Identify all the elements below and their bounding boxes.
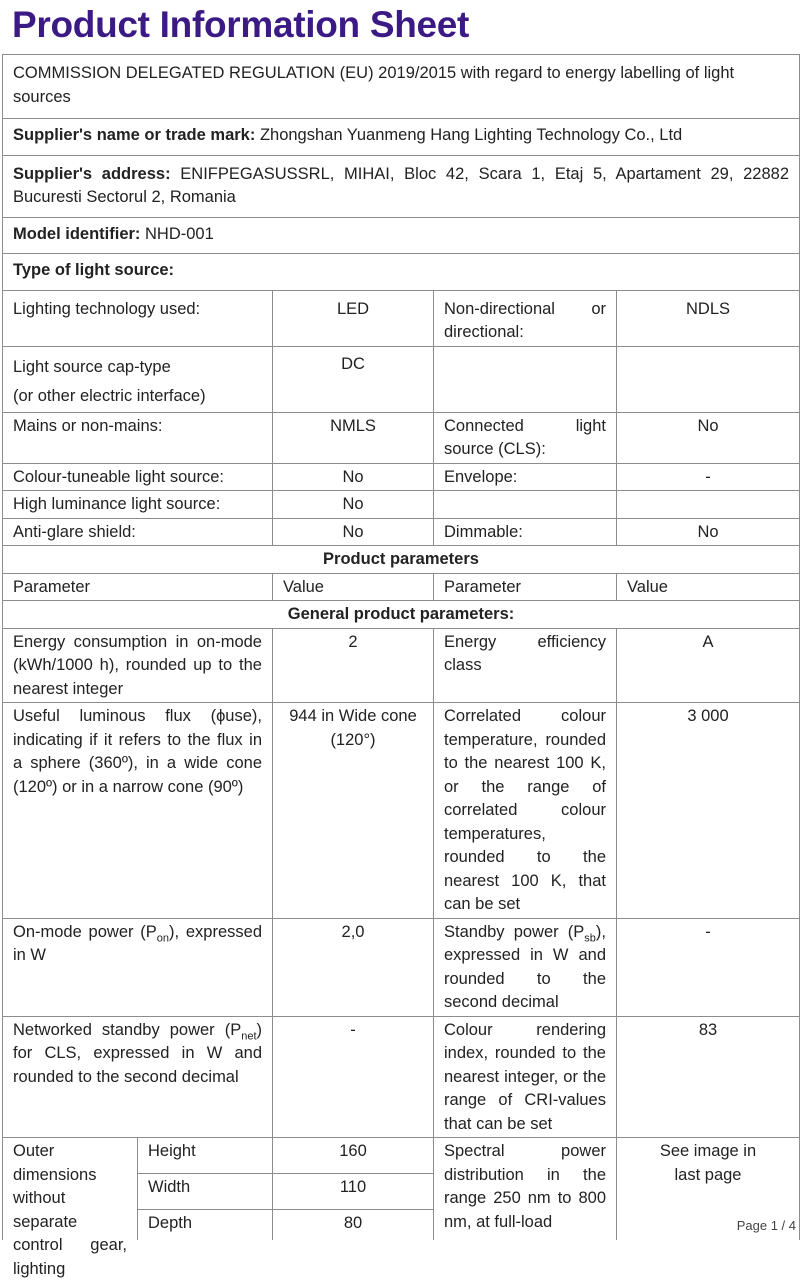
tech-value: LED [273,290,434,346]
params-header-value-1: Value [273,573,434,601]
model-row [3,217,800,254]
energy-value: 2 [273,628,434,703]
model-value: NHD-001 [145,224,214,243]
on-mode-power-value: 2,0 [273,918,434,1016]
model-label: Model identifier: [13,224,141,243]
flux-value: 944 in Wide cone (120°) [273,703,434,919]
supplier-address-value: ENIFPEGASUSSRL, MIHAI, Bloc 42, Scara 1, Etaj 5, Apartament 29, 22882 Bucuresti Sectorul 2, Romania [13,164,789,206]
type-row-mains [3,412,800,463]
cls-label: Connected light source (CLS): [434,412,617,463]
params-heading-row [3,546,800,574]
general-heading-row [3,601,800,629]
type-heading-row [3,254,800,291]
networked-standby-label: Networked standby power $(P_{net})$ for CLS, expressed in W and rounded to the second decimal [3,1016,273,1138]
on-mode-power-row [3,918,800,1016]
mains-value: NMLS [273,412,434,463]
dimensions-label: Outer dimensions without separate control gear, lighting [3,1138,138,1241]
depth-label: Depth [138,1210,273,1241]
flux-row [3,703,800,919]
width-label: Width [138,1174,273,1210]
cap-label-2: (or other electric interface) [13,386,206,405]
efficiency-class-label: Energy efficiency class [434,628,617,703]
luminance-label: High luminance light source: [3,491,273,519]
envelope-label: Envelope: [434,463,617,491]
regulation-row [3,55,800,119]
depth-value: 80 [273,1210,434,1241]
standby-power-value: - [617,918,800,1016]
tuneable-value: No [273,463,434,491]
type-row-glare [3,518,800,546]
type-row-luminance [3,491,800,519]
cct-label: Correlated colour temperature, rounded to the nearest 100 K, or the range of correlated colour temperatures, rounded to the nearest 100 K, that can be set [434,703,617,919]
type-row-cap [3,346,800,412]
standby-power-label: Standby power $(P_{sb})$, expressed in W and rounded to the second decimal [434,918,617,1016]
tuneable-label: Colour-tuneable light source: [3,463,273,491]
supplier-address-label: Supplier's address: [13,164,171,183]
page-number: Page 1 / 4 [736,1218,796,1233]
energy-label: Energy consumption in on-mode (kWh/1000 h), rounded up to the nearest integer [3,628,273,703]
directional-value: NDLS [617,290,800,346]
regulation-text: COMMISSION DELEGATED REGULATION (EU) 2019/2015 with regard to energy labelling of light sources [3,55,800,119]
on-mode-power-label: On-mode power $(P_{on})$, expressed in W [3,918,273,1016]
energy-row [3,628,800,703]
cap-label: Light source cap-type [13,357,171,376]
params-header-row [3,573,800,601]
tech-label: Lighting technology used: [3,290,273,346]
height-value: 160 [273,1138,434,1174]
networked-standby-value: - [273,1016,434,1138]
page-title: Product Information Sheet [12,4,470,45]
dimmable-label: Dimmable: [434,518,617,546]
cri-value: 83 [617,1016,800,1138]
dimmable-value: No [617,518,800,546]
type-row-technology [3,290,800,346]
width-value: 110 [273,1174,434,1210]
general-heading: General product parameters: [3,601,800,629]
supplier-name-value: Zhongshan Yuanmeng Hang Lighting Technology Co., Ltd [259,126,683,144]
cap-value: DC [273,346,434,412]
supplier-address-row [3,155,800,217]
cri-label: Colour rendering index, rounded to the nearest integer, or the range of CRI-values that can be set [434,1016,617,1138]
spd-value: See image in last page [617,1138,800,1241]
params-header-value-2: Value [617,573,800,601]
mains-label: Mains or non-mains: [3,412,273,463]
height-label: Height [138,1138,273,1174]
networked-standby-row [3,1016,800,1138]
glare-value: No [273,518,434,546]
spd-label: Spectral power distribution in the range 250 nm to 800 nm, at full-load [434,1138,617,1241]
cls-value: No [617,412,800,463]
supplier-name-row [3,119,800,156]
glare-label: Anti-glare shield: [3,518,273,546]
flux-label: Useful luminous flux (ϕuse), indicating if it refers to the flux in a sphere (360º), in a wide cone (120º) or in a narrow cone (90º) [3,703,273,919]
type-row-tuneable [3,463,800,491]
params-heading: Product parameters [3,546,800,574]
product-info-table [2,54,800,1278]
dimensions-row-height [3,1138,800,1174]
luminance-value: No [273,491,434,519]
params-header-parameter-2: Parameter [434,573,617,601]
envelope-value: - [617,463,800,491]
params-header-parameter-1: Parameter [3,573,273,601]
directional-label: Non-directional or directional: [434,290,617,346]
efficiency-class-value: A [617,628,800,703]
supplier-name-label: Supplier's name or trade mark: [13,126,256,144]
type-heading: Type of light source: [3,254,800,291]
cct-value: 3 000 [617,703,800,919]
